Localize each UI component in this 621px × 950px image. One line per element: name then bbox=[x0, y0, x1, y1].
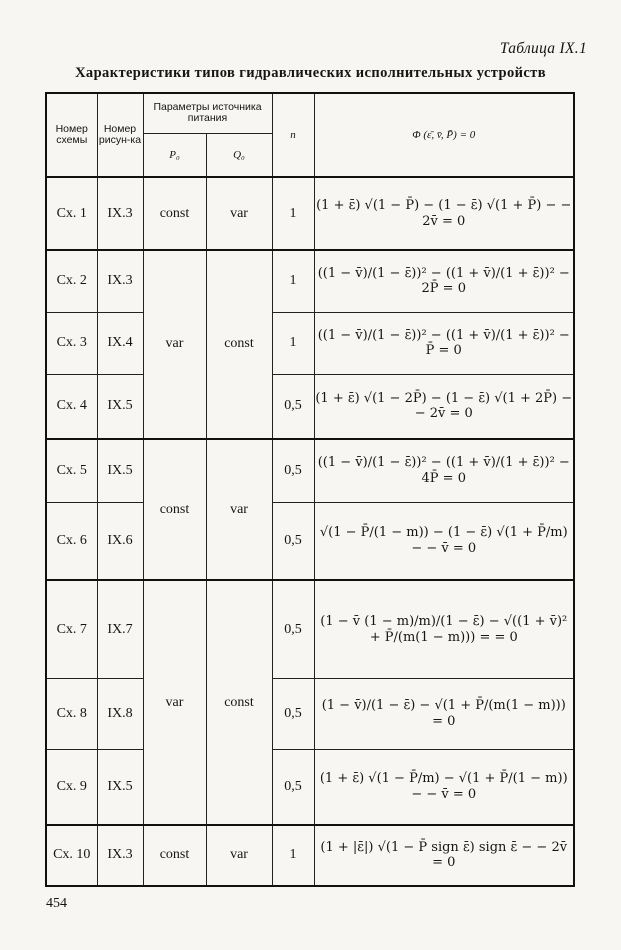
n-cell: 0,5 bbox=[272, 502, 314, 580]
figure-cell: IX.3 bbox=[97, 250, 143, 312]
scheme-cell: Сх. 10 bbox=[46, 825, 97, 886]
header-scheme: Номер схемы bbox=[46, 93, 97, 177]
formula-cell bbox=[314, 749, 574, 824]
formula: (1 + ε̄) √(1 − P̄/m) − √(1 + P̄/(1 − m)) − − v̄ = 0 bbox=[319, 771, 568, 802]
p0-cell: var bbox=[143, 250, 206, 439]
n-cell: 1 bbox=[272, 250, 314, 312]
formula-cell bbox=[314, 177, 574, 249]
table-row bbox=[46, 374, 574, 438]
formula-cell bbox=[314, 312, 574, 374]
header-n: n bbox=[272, 93, 314, 177]
scheme-cell: Сх. 8 bbox=[46, 679, 97, 749]
figure-cell: IX.7 bbox=[97, 580, 143, 678]
scheme-cell: Сх. 7 bbox=[46, 580, 97, 678]
formula: (1 + ε̄) √(1 − P̄) − (1 − ε̄) √(1 + P̄) − − 2v̄ = 0 bbox=[316, 197, 572, 229]
table-number: Таблица IX.1 bbox=[499, 40, 587, 57]
formula: ((1 − v̄)/(1 − ε̄))² − ((1 + v̄)/(1 + ε̄))² − 4P̄ = 0 bbox=[317, 455, 570, 486]
figure-cell: IX.5 bbox=[97, 439, 143, 502]
formula: (1 + ε̄) √(1 − 2P̄) − (1 − ε̄) √(1 + 2P̄) − − 2v̄ = 0 bbox=[315, 390, 573, 422]
formula-cell bbox=[314, 374, 574, 438]
n-cell: 0,5 bbox=[272, 679, 314, 749]
formula: √(1 − P̄/(1 − m)) − (1 − ε̄) √(1 + P̄/m) − − v̄ = 0 bbox=[319, 525, 568, 556]
n-cell: 1 bbox=[272, 312, 314, 374]
scheme-cell: Сх. 1 bbox=[46, 177, 97, 249]
formula-cell bbox=[314, 679, 574, 749]
table-row bbox=[46, 439, 574, 502]
table-row bbox=[46, 749, 574, 824]
formula: ((1 − v̄)/(1 − ε̄))² − ((1 + v̄)/(1 + ε̄))² − P̄ = 0 bbox=[317, 327, 570, 359]
n-cell: 1 bbox=[272, 177, 314, 249]
formula-cell bbox=[314, 825, 574, 886]
formula: (1 + |ε̄|) √(1 − P̄ sign ε̄) sign ε̄ − − 2v̄ = 0 bbox=[320, 839, 568, 871]
header-figure: Номер рисун-ка bbox=[97, 93, 143, 177]
table-row bbox=[46, 177, 574, 249]
header-phi: Φ (ε̄, v̄, P̄) = 0 bbox=[314, 93, 574, 177]
q0-cell: const bbox=[206, 580, 272, 824]
p0-cell: var bbox=[143, 580, 206, 824]
figure-cell: IX.4 bbox=[97, 312, 143, 374]
figure-cell: IX.6 bbox=[97, 502, 143, 580]
characteristics-table bbox=[45, 92, 575, 887]
table-row bbox=[46, 502, 574, 580]
p0-cell: const bbox=[143, 439, 206, 581]
figure-cell: IX.3 bbox=[97, 825, 143, 886]
formula-cell bbox=[314, 502, 574, 580]
formula: ((1 − v̄)/(1 − ε̄))² − ((1 + v̄)/(1 + ε̄))² − 2P̄ = 0 bbox=[317, 265, 570, 297]
header-p0: P₀ bbox=[143, 133, 206, 177]
table-row bbox=[46, 679, 574, 749]
formula-cell bbox=[314, 439, 574, 502]
p0-cell: const bbox=[143, 177, 206, 249]
n-cell: 0,5 bbox=[272, 374, 314, 438]
formula-cell bbox=[314, 250, 574, 312]
scheme-cell: Сх. 4 bbox=[46, 374, 97, 438]
n-cell: 0,5 bbox=[272, 580, 314, 678]
n-cell: 0,5 bbox=[272, 439, 314, 502]
scheme-cell: Сх. 6 bbox=[46, 502, 97, 580]
q0-cell: var bbox=[206, 177, 272, 249]
figure-cell: IX.5 bbox=[97, 374, 143, 438]
table-title: Характеристики типов гидравлических исполнительных устройств bbox=[75, 65, 546, 81]
formula-cell bbox=[314, 580, 574, 678]
table-row bbox=[46, 580, 574, 678]
q0-cell: var bbox=[206, 825, 272, 886]
figure-cell: IX.5 bbox=[97, 749, 143, 824]
scheme-cell: Сх. 2 bbox=[46, 250, 97, 312]
table-row bbox=[46, 250, 574, 312]
scheme-cell: Сх. 3 bbox=[46, 312, 97, 374]
header-source-params: Параметры источника питания bbox=[143, 93, 272, 133]
table-row bbox=[46, 312, 574, 374]
figure-cell: IX.3 bbox=[97, 177, 143, 249]
q0-cell: const bbox=[206, 250, 272, 439]
scheme-cell: Сх. 9 bbox=[46, 749, 97, 824]
header-q0: Q₀ bbox=[206, 133, 272, 177]
q0-cell: var bbox=[206, 439, 272, 581]
n-cell: 1 bbox=[272, 825, 314, 886]
p0-cell: const bbox=[143, 825, 206, 886]
n-cell: 0,5 bbox=[272, 749, 314, 824]
formula: (1 − v̄ (1 − m)/m)/(1 − ε̄) − √((1 + v̄)² + P̄/(m(1 − m))) = = 0 bbox=[320, 614, 568, 645]
table-row bbox=[46, 825, 574, 886]
scheme-cell: Сх. 5 bbox=[46, 439, 97, 502]
figure-cell: IX.8 bbox=[97, 679, 143, 749]
formula: (1 − v̄)/(1 − ε̄) − √(1 + P̄/(m(1 − m))) = 0 bbox=[321, 698, 566, 730]
page-number: 454 bbox=[46, 896, 67, 911]
